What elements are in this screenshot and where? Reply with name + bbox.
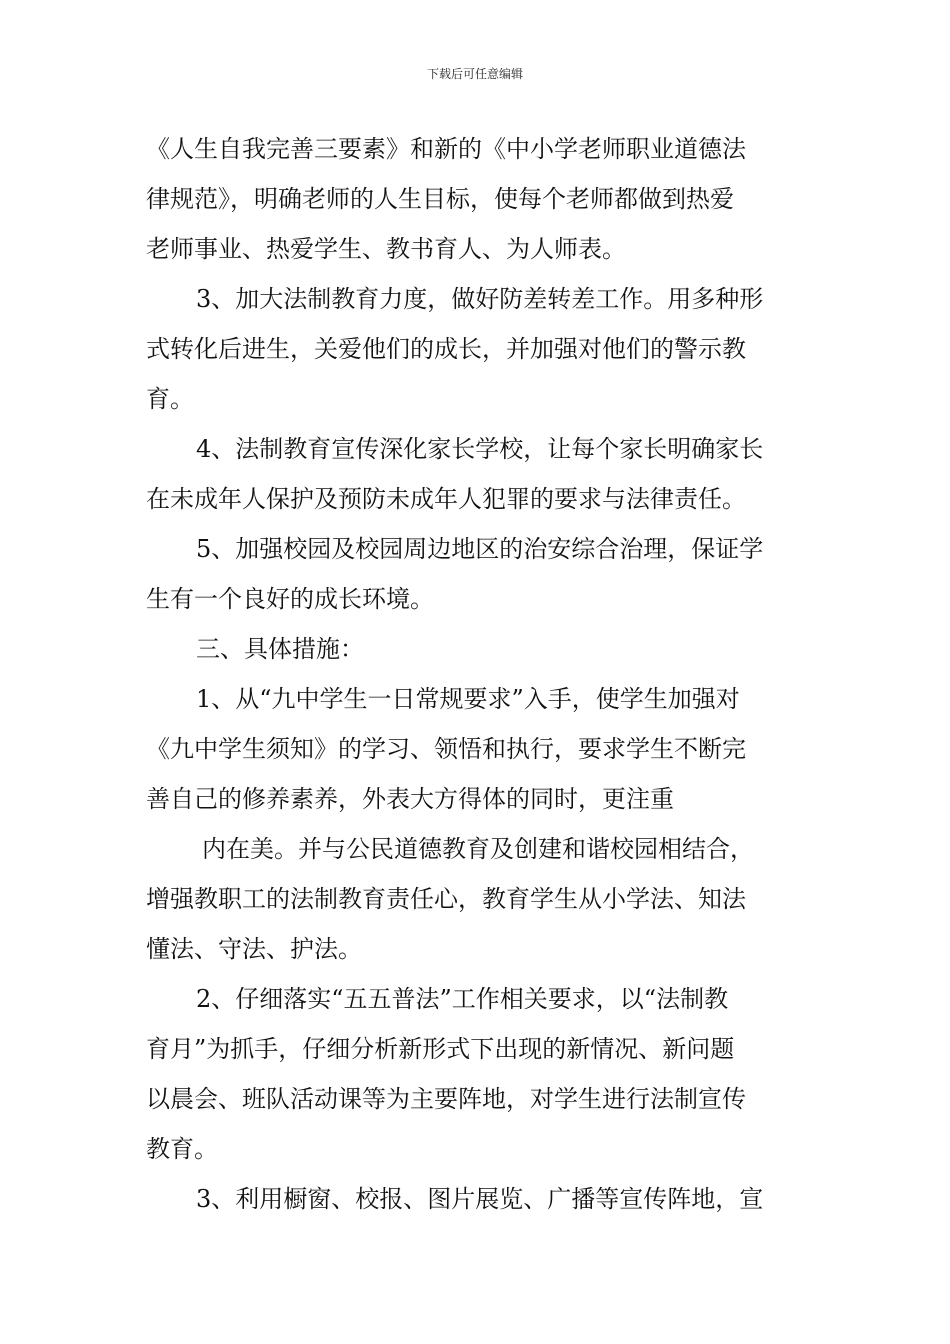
text-line: 《人生自我完善三要素》和新的《中小学老师职业道德法	[146, 135, 746, 163]
section-heading: 三、具体措施：	[196, 635, 364, 663]
text-line: 增强教职工的法制教育责任心，教育学生从小学法、知法	[146, 885, 746, 913]
paragraph-start-line: 3、利用橱窗、校报、图片展览、广播等宣传阵地，宣	[196, 1185, 764, 1213]
text-line: 律规范》，明确老师的人生目标，使每个老师都做到热爱	[146, 185, 734, 213]
text-line: 以晨会、班队活动课等为主要阵地，对学生进行法制宣传	[146, 1085, 746, 1113]
text-line: 《九中学生须知》的学习、领悟和执行，要求学生不断完	[146, 735, 746, 763]
paragraph-start-line: 1、从“九中学生一日常规要求”入手，使学生加强对	[196, 685, 740, 713]
text-line: 教育。	[146, 1135, 218, 1163]
text-line: 善自己的修养素养，外表大方得体的同时，更注重	[146, 785, 674, 813]
text-line: 式转化后进生，关爱他们的成长，并加强对他们的警示教	[146, 335, 746, 363]
paragraph-start-line: 5、加强校园及校园周边地区的治安综合治理，保证学	[196, 535, 764, 563]
document-body	[146, 124, 810, 1224]
paragraph-start-line: 3、加大法制教育力度，做好防差转差工作。用多种形	[196, 285, 764, 313]
text-line: 生有一个良好的成长环境。	[146, 585, 434, 613]
paragraph-start-line: 2、仔细落实“五五普法”工作相关要求，以“法制教	[196, 985, 729, 1013]
text-line: 懂法、守法、护法。	[146, 935, 362, 963]
text-line: 育月”为抓手，仔细分析新形式下出现的新情况、新问题	[146, 1035, 735, 1063]
text-line: 育。	[146, 385, 194, 413]
paragraph-start-line: 4、法制教育宣传深化家长学校，让每个家长明确家长	[196, 435, 764, 463]
paragraph-start-line: 内在美。并与公民道德教育及创建和谐校园相结合，	[202, 835, 754, 863]
text-line: 在未成年人保护及预防未成年人犯罪的要求与法律责任。	[146, 485, 746, 513]
text-line: 老师事业、热爱学生、教书育人、为人师表。	[146, 235, 626, 263]
page-header: 下载后可任意编辑	[426, 67, 523, 81]
